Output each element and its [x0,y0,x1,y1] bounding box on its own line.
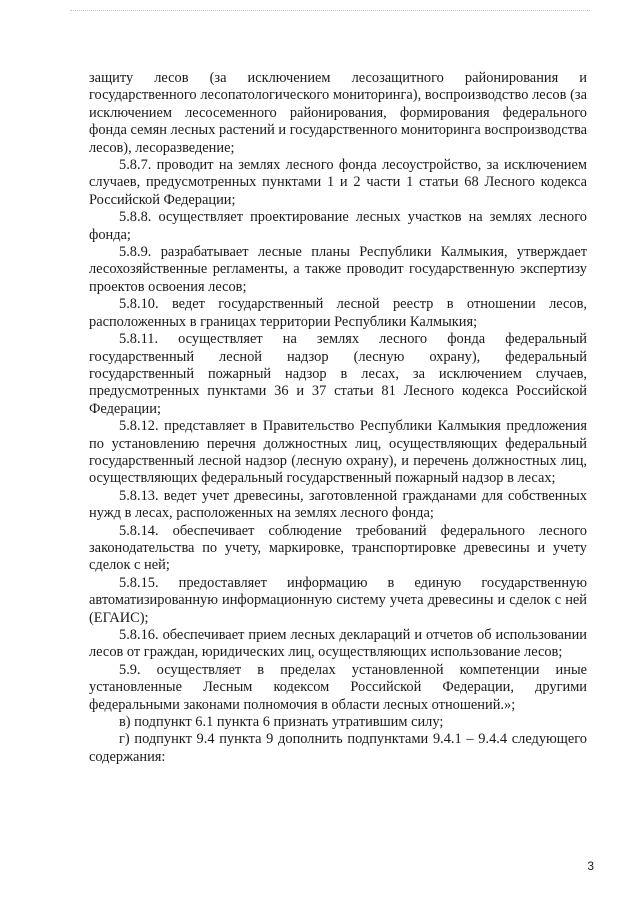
paragraph-item-g: г) подпункт 9.4 пункта 9 дополнить подпунктами 9.4.1 – 9.4.4 следующего содержания: [89,731,587,765]
paragraph-5-8-14: 5.8.14. обеспечивает соблюдение требований федерального лесного законодательства по учету, маркировке, транспортировке древесины и учету сделок с ней; [89,522,587,574]
paragraph-5-8-11: 5.8.11. осуществляет на землях лесного фонда федеральный государственный лесной надзор (лесную охрану), федеральный государственный пожарный надзор в лесах, за исключением случаев, предусмотренных пунктами 36 и 37 статьи 81 Лесного кодекса Российской Федерации; [89,331,587,417]
paragraph-continuation: защиту лесов (за исключением лесозащитного районирования и государственного лесопатологического мониторинга), воспроизводство лесов (за исключением лесосеменного районирования, формирования федерального фонда семян лесных растений и государственного мониторинга воспроизводства лесов), лесоразведение; [89,70,587,156]
paragraph-5-8-12: 5.8.12. представляет в Правительство Республики Калмыкия предложения по установлению перечня должностных лиц, осуществляющих федеральный государственный лесной надзор (лесную охрану), и перечень должностных лиц, осуществляющих федеральный государственный пожарный надзор в лесах; [89,418,587,487]
paragraph-5-8-8: 5.8.8. осуществляет проектирование лесных участков на землях лесного фонда; [89,209,587,243]
paragraph-5-8-9: 5.8.9. разрабатывает лесные планы Республики Калмыкия, утверждает лесохозяйственные регламенты, а также проводит государственную экспертизу проектов освоения лесов; [89,244,587,295]
paragraph-5-9: 5.9. осуществляет в пределах установленной компетенции иные установленные Лесным кодексом Российской Федерации, другими федеральными законами полномочия в области лесных отношений.»; [89,661,587,713]
scan-edge-line [70,10,590,13]
paragraph-5-8-15: 5.8.15. предоставляет информацию в единую государственную автоматизированную информационную систему учета древесины и сделок с ней (ЕГАИС); [89,574,587,626]
paragraph-5-8-7: 5.8.7. проводит на землях лесного фонда лесоустройство, за исключением случаев, предусмотренных пунктами 1 и 2 части 1 статьи 68 Лесного кодекса Российской Федерации; [89,157,587,208]
page-number: 3 [587,859,594,873]
paragraph-item-v: в) подпункт 6.1 пункта 6 признать утратившим силу; [119,714,444,731]
paragraph-5-8-16: 5.8.16. обеспечивает прием лесных деклараций и отчетов об использовании лесов от граждан, юридических лиц, осуществляющих использование лесов; [89,627,587,661]
paragraph-5-8-10: 5.8.10. ведет государственный лесной реестр в отношении лесов, расположенных в границах территории Республики Калмыкия; [89,296,587,330]
paragraph-5-8-13: 5.8.13. ведет учет древесины, заготовленной гражданами для собственных нужд в лесах, расположенных на землях лесного фонда; [89,487,587,522]
document-body [89,70,587,766]
